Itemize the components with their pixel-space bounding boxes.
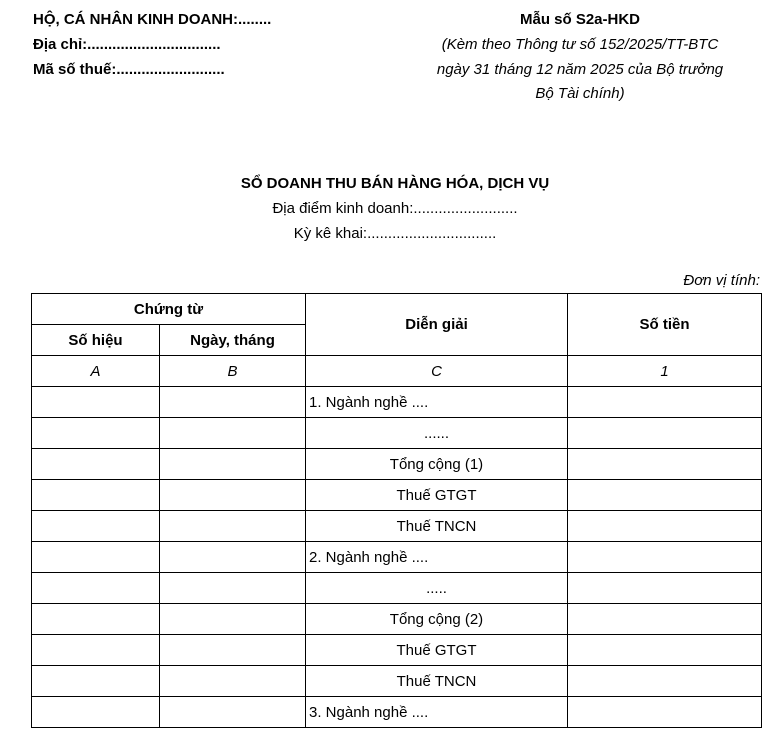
header-dien-giai: Diễn giải xyxy=(306,294,568,356)
so-tien-cell[interactable] xyxy=(568,697,762,728)
table-row xyxy=(32,604,762,635)
so-hieu-cell[interactable] xyxy=(32,697,160,728)
table-row xyxy=(32,635,762,666)
dien-giai-cell: Tổng cộng (2) xyxy=(306,604,568,635)
table-row xyxy=(32,511,762,542)
table-row xyxy=(32,542,762,573)
dien-giai-cell: Thuế GTGT xyxy=(306,480,568,511)
dien-giai-cell: ...... xyxy=(306,418,568,449)
so-tien-cell[interactable] xyxy=(568,666,762,697)
so-tien-cell[interactable] xyxy=(568,449,762,480)
ngay-thang-cell[interactable] xyxy=(160,449,306,480)
form-number: Mẫu số S2a-HKD xyxy=(519,11,641,28)
ngay-thang-cell[interactable] xyxy=(160,635,306,666)
code-1: 1 xyxy=(568,356,762,387)
so-tien-cell[interactable] xyxy=(568,604,762,635)
table-row xyxy=(32,480,762,511)
so-tien-cell[interactable] xyxy=(568,635,762,666)
ngay-thang-cell[interactable] xyxy=(160,542,306,573)
header-ngay-thang: Ngày, tháng xyxy=(160,325,306,356)
so-hieu-cell[interactable] xyxy=(32,573,160,604)
unit-label: Đơn vị tính: xyxy=(683,272,760,289)
so-hieu-cell[interactable] xyxy=(32,480,160,511)
dien-giai-cell: Tổng cộng (1) xyxy=(306,449,568,480)
form-note-line2: ngày 31 tháng 12 năm 2025 của Bộ trưởng xyxy=(436,61,724,78)
code-b: B xyxy=(160,356,306,387)
so-hieu-cell[interactable] xyxy=(32,511,160,542)
revenue-table xyxy=(31,293,762,728)
page-title: SỔ DOANH THU BÁN HÀNG HÓA, DỊCH VỤ xyxy=(240,175,550,192)
so-tien-cell[interactable] xyxy=(568,542,762,573)
ngay-thang-cell[interactable] xyxy=(160,418,306,449)
so-tien-cell[interactable] xyxy=(568,573,762,604)
dien-giai-cell: 1. Ngành nghề .... xyxy=(306,387,568,418)
table-row xyxy=(32,387,762,418)
so-hieu-cell[interactable] xyxy=(32,387,160,418)
table-row xyxy=(32,666,762,697)
ngay-thang-cell[interactable] xyxy=(160,480,306,511)
dien-giai-cell: 2. Ngành nghề .... xyxy=(306,542,568,573)
declaration-period: Kỳ kê khai:............................... xyxy=(293,225,497,242)
code-c: C xyxy=(306,356,568,387)
dien-giai-cell: 3. Ngành nghề .... xyxy=(306,697,568,728)
so-hieu-cell[interactable] xyxy=(32,604,160,635)
tax-code-label: Mã số thuế:.......................... xyxy=(33,61,225,78)
header-so-tien: Số tiền xyxy=(568,294,762,356)
so-tien-cell[interactable] xyxy=(568,480,762,511)
table-row xyxy=(32,449,762,480)
ngay-thang-cell[interactable] xyxy=(160,666,306,697)
table-row xyxy=(32,573,762,604)
dien-giai-cell: Thuế TNCN xyxy=(306,511,568,542)
ngay-thang-cell[interactable] xyxy=(160,697,306,728)
dien-giai-cell: ..... xyxy=(306,573,568,604)
so-hieu-cell[interactable] xyxy=(32,542,160,573)
so-hieu-cell[interactable] xyxy=(32,666,160,697)
business-name-label: HỘ, CÁ NHÂN KINH DOANH:........ xyxy=(33,11,272,28)
header-so-hieu: Số hiệu xyxy=(32,325,160,356)
code-a: A xyxy=(32,356,160,387)
ngay-thang-cell[interactable] xyxy=(160,573,306,604)
form-note-line1: (Kèm theo Thông tư số 152/2025/TT-BTC xyxy=(441,36,719,53)
dien-giai-cell: Thuế GTGT xyxy=(306,635,568,666)
so-tien-cell[interactable] xyxy=(568,387,762,418)
business-location: Địa điểm kinh doanh:......................... xyxy=(272,200,518,217)
header-chung-tu: Chứng từ xyxy=(32,294,306,325)
table-row xyxy=(32,418,762,449)
so-hieu-cell[interactable] xyxy=(32,449,160,480)
so-tien-cell[interactable] xyxy=(568,418,762,449)
so-hieu-cell[interactable] xyxy=(32,635,160,666)
dien-giai-cell: Thuế TNCN xyxy=(306,666,568,697)
so-hieu-cell[interactable] xyxy=(32,418,160,449)
ngay-thang-cell[interactable] xyxy=(160,387,306,418)
form-note-line3: Bộ Tài chính) xyxy=(535,85,625,102)
table-row xyxy=(32,697,762,728)
so-tien-cell[interactable] xyxy=(568,511,762,542)
address-label: Địa chỉ:................................ xyxy=(33,36,221,53)
ngay-thang-cell[interactable] xyxy=(160,511,306,542)
ngay-thang-cell[interactable] xyxy=(160,604,306,635)
